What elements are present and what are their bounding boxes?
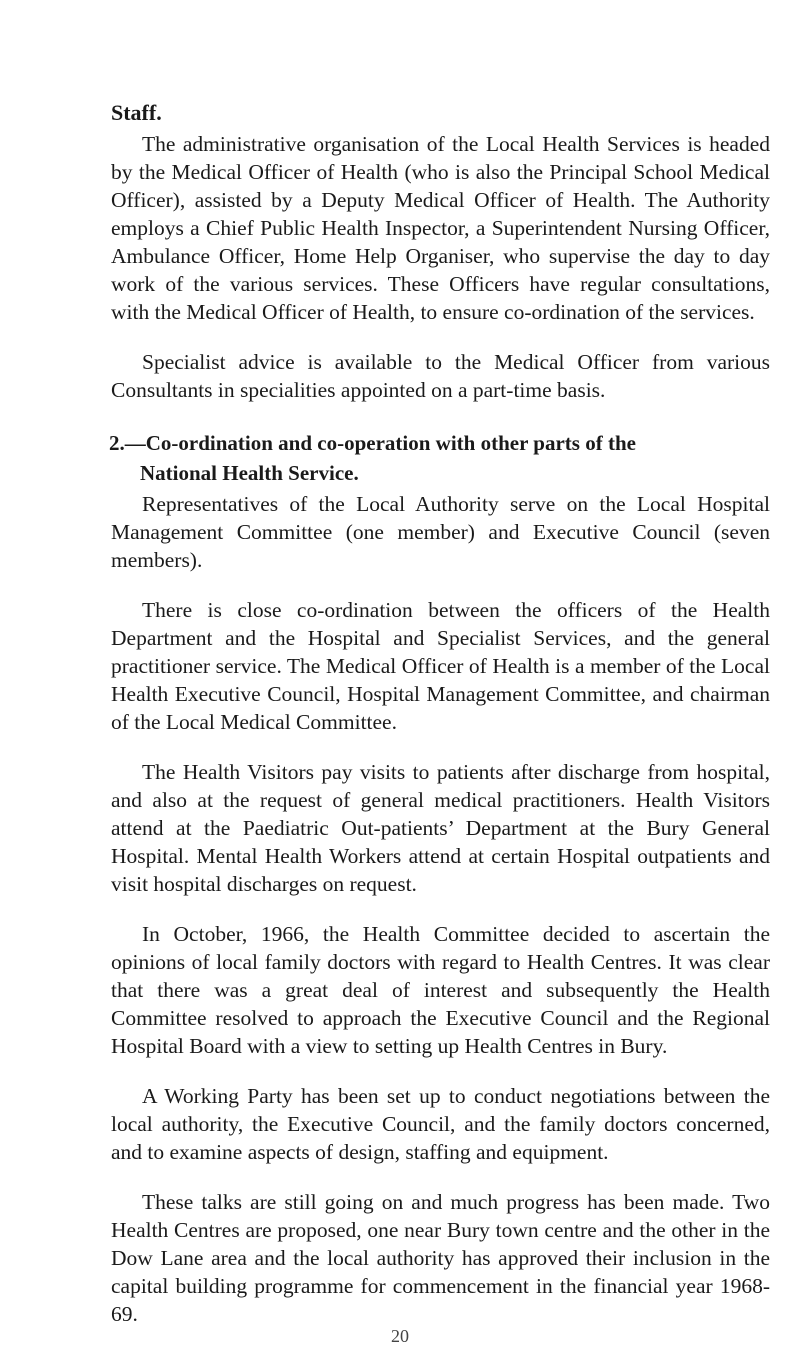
staff-heading: Staff. xyxy=(111,100,162,125)
staff-paragraph-2: Specialist advice is available to the Medical Officer from various Consultants in specialities appointed on a part-time basis. xyxy=(111,350,770,402)
section-2-heading-line-2: National Health Service. xyxy=(140,461,359,485)
section-2-paragraph-6: These talks are still going on and much progress has been made. Two Health Centres are proposed, one near Bury town centre and the other in the Dow Lane area and the local authority has approved their inclusion in the capital building programme for commencement in the financial year 1968-69. xyxy=(111,1190,770,1326)
section-2-paragraph-2: There is close co-ordination between the officers of the Health Department and the Hospital and Specialist Services, and the general practitioner service. The Medical Officer of Health is a member of the Local Health Executive Council, Hospital Management Committee, and chairman of the Local Medical Committee. xyxy=(111,598,770,734)
section-2-paragraph-3: The Health Visitors pay visits to patients after discharge from hospital, and also at the request of general medical practitioners. Health Visitors attend at the Paediatric Out-patients’ Department at the Bury General Hospital. Mental Health Workers attend at certain Hospital outpatients and visit hospital discharges on request. xyxy=(111,760,770,896)
section-2-heading-line-1: 2.—Co-ordination and co-operation with other parts of the xyxy=(109,431,636,455)
staff-paragraph-1: The administrative organisation of the Local Health Services is headed by the Medical Officer of Health (who is also the Principal School Medical Officer), assisted by a Deputy Medical Officer of Health. The Authority employs a Chief Public Health Inspector, a Superintendent Nursing Officer, Ambulance Officer, Home Help Organiser, who supervise the day to day work of the various services. These Officers have regular consultations, with the Medical Officer of Health, to ensure co-ordination of the services. xyxy=(111,132,770,324)
section-2-heading xyxy=(111,428,770,488)
document-page xyxy=(111,100,770,1350)
section-2-paragraph-4: In October, 1966, the Health Committee decided to ascertain the opinions of local family doctors with regard to Health Centres. It was clear that there was a great deal of interest and subsequently the Health Committee resolved to approach the Executive Council and the Regional Hospital Board with a view to setting up Health Centres in Bury. xyxy=(111,922,770,1058)
section-2-paragraph-5: A Working Party has been set up to conduct negotiations between the local authority, the Executive Council, and the family doctors concerned, and to examine aspects of design, staffing and equipment. xyxy=(111,1084,770,1164)
page-number: 20 xyxy=(391,1326,409,1346)
section-2-paragraph-1: Representatives of the Local Authority serve on the Local Hospital Management Committee (one member) and Executive Council (seven members). xyxy=(111,492,770,572)
